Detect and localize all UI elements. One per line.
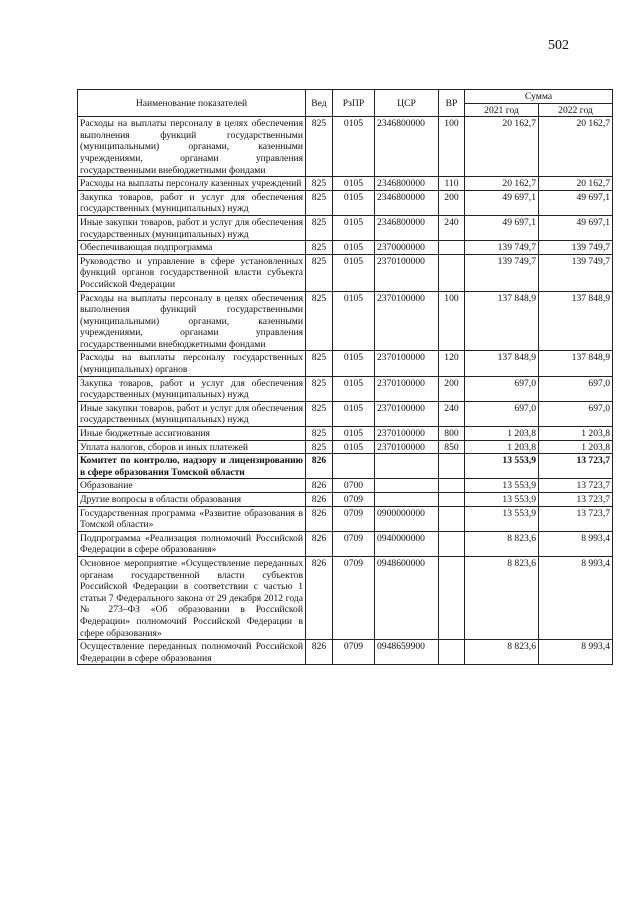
cell-vr: 800 bbox=[439, 427, 465, 441]
table-row bbox=[78, 640, 613, 665]
cell-sum-2022: 1 203,8 bbox=[539, 427, 613, 441]
cell-name: Государственная программа «Развитие образования в Томской области» bbox=[78, 506, 306, 531]
cell-sum-2021: 697,0 bbox=[465, 376, 539, 401]
cell-vr bbox=[439, 506, 465, 531]
cell-rzpr bbox=[333, 454, 375, 479]
cell-ved: 825 bbox=[306, 376, 333, 401]
header-vr: ВР bbox=[439, 90, 465, 117]
cell-sum-2021: 20 162,7 bbox=[465, 117, 539, 177]
cell-csr: 2370100000 bbox=[375, 376, 439, 401]
cell-csr: 2370100000 bbox=[375, 440, 439, 454]
cell-ved: 825 bbox=[306, 351, 333, 376]
cell-sum-2021: 13 553,9 bbox=[465, 506, 539, 531]
cell-vr: 240 bbox=[439, 401, 465, 426]
cell-csr bbox=[375, 454, 439, 479]
cell-sum-2021: 13 553,9 bbox=[465, 479, 539, 493]
cell-sum-2022: 697,0 bbox=[539, 376, 613, 401]
table-row bbox=[78, 427, 613, 441]
cell-vr bbox=[439, 640, 465, 665]
cell-sum-2022: 139 749,7 bbox=[539, 241, 613, 255]
cell-rzpr: 0105 bbox=[333, 254, 375, 291]
cell-ved: 826 bbox=[306, 493, 333, 507]
header-sum: Сумма bbox=[465, 90, 613, 104]
cell-rzpr: 0105 bbox=[333, 440, 375, 454]
cell-ved: 826 bbox=[306, 506, 333, 531]
table-row bbox=[78, 291, 613, 351]
cell-sum-2022: 1 203,8 bbox=[539, 440, 613, 454]
cell-sum-2021: 1 203,8 bbox=[465, 440, 539, 454]
cell-csr: 2346800000 bbox=[375, 117, 439, 177]
table-row bbox=[78, 531, 613, 556]
cell-rzpr: 0105 bbox=[333, 376, 375, 401]
table-row bbox=[78, 241, 613, 255]
cell-vr bbox=[439, 479, 465, 493]
cell-sum-2021: 8 823,6 bbox=[465, 556, 539, 639]
cell-sum-2021: 137 848,9 bbox=[465, 351, 539, 376]
cell-vr: 240 bbox=[439, 215, 465, 240]
cell-name: Образование bbox=[78, 479, 306, 493]
cell-sum-2022: 13 723,7 bbox=[539, 479, 613, 493]
cell-csr: 2370100000 bbox=[375, 291, 439, 351]
cell-ved: 825 bbox=[306, 241, 333, 255]
cell-rzpr: 0700 bbox=[333, 479, 375, 493]
header-year-2021: 2021 год bbox=[465, 103, 539, 117]
cell-name: Расходы на выплаты персоналу казенных учреждений bbox=[78, 177, 306, 191]
cell-vr bbox=[439, 556, 465, 639]
cell-vr: 100 bbox=[439, 291, 465, 351]
table-header bbox=[78, 90, 613, 117]
header-rzpr: РзПР bbox=[333, 90, 375, 117]
table-body bbox=[78, 117, 613, 665]
cell-rzpr: 0105 bbox=[333, 190, 375, 215]
cell-sum-2021: 49 697,1 bbox=[465, 190, 539, 215]
cell-csr bbox=[375, 493, 439, 507]
cell-sum-2022: 8 993,4 bbox=[539, 531, 613, 556]
cell-name: Уплата налогов, сборов и иных платежей bbox=[78, 440, 306, 454]
cell-ved: 825 bbox=[306, 254, 333, 291]
cell-vr bbox=[439, 531, 465, 556]
cell-ved: 826 bbox=[306, 556, 333, 639]
cell-csr: 2346800000 bbox=[375, 215, 439, 240]
cell-rzpr: 0709 bbox=[333, 556, 375, 639]
cell-name: Расходы на выплаты персоналу государственных (муниципальных) органов bbox=[78, 351, 306, 376]
table-row bbox=[78, 401, 613, 426]
cell-sum-2022: 49 697,1 bbox=[539, 190, 613, 215]
table-row bbox=[78, 177, 613, 191]
cell-vr: 200 bbox=[439, 190, 465, 215]
cell-name: Иные закупки товаров, работ и услуг для обеспечения государственных (муниципальных) нужд bbox=[78, 401, 306, 426]
cell-vr: 120 bbox=[439, 351, 465, 376]
cell-rzpr: 0105 bbox=[333, 401, 375, 426]
cell-sum-2021: 8 823,6 bbox=[465, 531, 539, 556]
table-row bbox=[78, 376, 613, 401]
cell-sum-2022: 13 723,7 bbox=[539, 493, 613, 507]
cell-vr: 110 bbox=[439, 177, 465, 191]
cell-sum-2022: 13 723,7 bbox=[539, 506, 613, 531]
cell-name: Другие вопросы в области образования bbox=[78, 493, 306, 507]
cell-csr: 0900000000 bbox=[375, 506, 439, 531]
cell-vr bbox=[439, 493, 465, 507]
cell-sum-2022: 8 993,4 bbox=[539, 556, 613, 639]
cell-rzpr: 0105 bbox=[333, 351, 375, 376]
cell-ved: 825 bbox=[306, 177, 333, 191]
cell-sum-2022: 8 993,4 bbox=[539, 640, 613, 665]
header-ved: Вед bbox=[306, 90, 333, 117]
cell-sum-2021: 13 553,9 bbox=[465, 454, 539, 479]
table-row bbox=[78, 493, 613, 507]
cell-ved: 825 bbox=[306, 215, 333, 240]
table-row bbox=[78, 117, 613, 177]
table-row bbox=[78, 351, 613, 376]
cell-vr bbox=[439, 254, 465, 291]
page-number: 502 bbox=[548, 38, 569, 53]
cell-name: Иные бюджетные ассигнования bbox=[78, 427, 306, 441]
cell-vr: 200 bbox=[439, 376, 465, 401]
table-row bbox=[78, 556, 613, 639]
cell-sum-2021: 8 823,6 bbox=[465, 640, 539, 665]
cell-sum-2022: 137 848,9 bbox=[539, 291, 613, 351]
cell-sum-2022: 139 749,7 bbox=[539, 254, 613, 291]
cell-rzpr: 0105 bbox=[333, 427, 375, 441]
cell-sum-2021: 49 697,1 bbox=[465, 215, 539, 240]
cell-name: Закупка товаров, работ и услуг для обеспечения государственных (муниципальных) нужд bbox=[78, 190, 306, 215]
cell-sum-2022: 20 162,7 bbox=[539, 117, 613, 177]
table-row bbox=[78, 440, 613, 454]
cell-sum-2021: 139 749,7 bbox=[465, 241, 539, 255]
cell-ved: 826 bbox=[306, 479, 333, 493]
cell-ved: 825 bbox=[306, 117, 333, 177]
cell-name: Закупка товаров, работ и услуг для обеспечения государственных (муниципальных) нужд bbox=[78, 376, 306, 401]
cell-csr: 2370100000 bbox=[375, 351, 439, 376]
table-row bbox=[78, 454, 613, 479]
cell-sum-2022: 13 723,7 bbox=[539, 454, 613, 479]
cell-csr: 2370100000 bbox=[375, 427, 439, 441]
cell-sum-2022: 137 848,9 bbox=[539, 351, 613, 376]
cell-ved: 826 bbox=[306, 531, 333, 556]
cell-ved: 825 bbox=[306, 440, 333, 454]
cell-sum-2022: 20 162,7 bbox=[539, 177, 613, 191]
cell-csr: 2370100000 bbox=[375, 254, 439, 291]
cell-name: Подпрограмма «Реализация полномочий Российской Федерации в сфере образования» bbox=[78, 531, 306, 556]
cell-ved: 825 bbox=[306, 190, 333, 215]
cell-sum-2021: 13 553,9 bbox=[465, 493, 539, 507]
cell-csr: 0940000000 bbox=[375, 531, 439, 556]
cell-sum-2021: 1 203,8 bbox=[465, 427, 539, 441]
cell-name: Руководство и управление в сфере установленных функций органов государственной власти субъекта Российской Федерации bbox=[78, 254, 306, 291]
cell-rzpr: 0105 bbox=[333, 177, 375, 191]
cell-vr: 100 bbox=[439, 117, 465, 177]
cell-rzpr: 0709 bbox=[333, 493, 375, 507]
cell-name: Комитет по контролю, надзору и лицензированию в сфере образования Томской области bbox=[78, 454, 306, 479]
cell-csr: 2346800000 bbox=[375, 177, 439, 191]
header-name: Наименование показателей bbox=[78, 90, 306, 117]
cell-sum-2021: 20 162,7 bbox=[465, 177, 539, 191]
cell-vr bbox=[439, 454, 465, 479]
cell-name: Осуществление переданных полномочий Российской Федерации в сфере образования bbox=[78, 640, 306, 665]
cell-rzpr: 0709 bbox=[333, 640, 375, 665]
cell-ved: 825 bbox=[306, 291, 333, 351]
table-row bbox=[78, 190, 613, 215]
budget-table bbox=[77, 89, 613, 665]
table-row bbox=[78, 506, 613, 531]
cell-rzpr: 0709 bbox=[333, 506, 375, 531]
cell-sum-2022: 697,0 bbox=[539, 401, 613, 426]
table-row bbox=[78, 479, 613, 493]
cell-csr: 0948659900 bbox=[375, 640, 439, 665]
cell-sum-2022: 49 697,1 bbox=[539, 215, 613, 240]
header-year-2022: 2022 год bbox=[539, 103, 613, 117]
cell-name: Расходы на выплаты персоналу в целях обеспечения выполнения функций государственными (муниципальными) органами, казенными учреждениями, органами управления государственными внебюджетными фондами bbox=[78, 291, 306, 351]
cell-csr bbox=[375, 479, 439, 493]
cell-csr: 2370000000 bbox=[375, 241, 439, 255]
cell-csr: 0948600000 bbox=[375, 556, 439, 639]
cell-sum-2021: 697,0 bbox=[465, 401, 539, 426]
table-row bbox=[78, 215, 613, 240]
cell-ved: 825 bbox=[306, 401, 333, 426]
cell-sum-2021: 137 848,9 bbox=[465, 291, 539, 351]
header-csr: ЦСР bbox=[375, 90, 439, 117]
cell-rzpr: 0105 bbox=[333, 291, 375, 351]
cell-csr: 2346800000 bbox=[375, 190, 439, 215]
cell-rzpr: 0709 bbox=[333, 531, 375, 556]
cell-ved: 826 bbox=[306, 640, 333, 665]
cell-name: Иные закупки товаров, работ и услуг для обеспечения государственных (муниципальных) нужд bbox=[78, 215, 306, 240]
cell-ved: 826 bbox=[306, 454, 333, 479]
cell-name: Обеспечивающая подпрограмма bbox=[78, 241, 306, 255]
cell-name: Расходы на выплаты персоналу в целях обеспечения выполнения функций государственными (муниципальными) органами, казенными учреждениями, органами управления государственными внебюджетными фондами bbox=[78, 117, 306, 177]
cell-ved: 825 bbox=[306, 427, 333, 441]
cell-name: Основное мероприятие «Осуществление переданных органам государственной власти субъектов Российской Федерации в соответствии с частью 1 статьи 7 Федерального закона от 29 декабря 2012 года № 273–ФЗ «Об образовании в Российской Федерации» полномочий Российской Федерации в сфере образования» bbox=[78, 556, 306, 639]
cell-sum-2021: 139 749,7 bbox=[465, 254, 539, 291]
cell-rzpr: 0105 bbox=[333, 117, 375, 177]
cell-rzpr: 0105 bbox=[333, 215, 375, 240]
cell-vr bbox=[439, 241, 465, 255]
cell-rzpr: 0105 bbox=[333, 241, 375, 255]
cell-csr: 2370100000 bbox=[375, 401, 439, 426]
table-row bbox=[78, 254, 613, 291]
cell-vr: 850 bbox=[439, 440, 465, 454]
